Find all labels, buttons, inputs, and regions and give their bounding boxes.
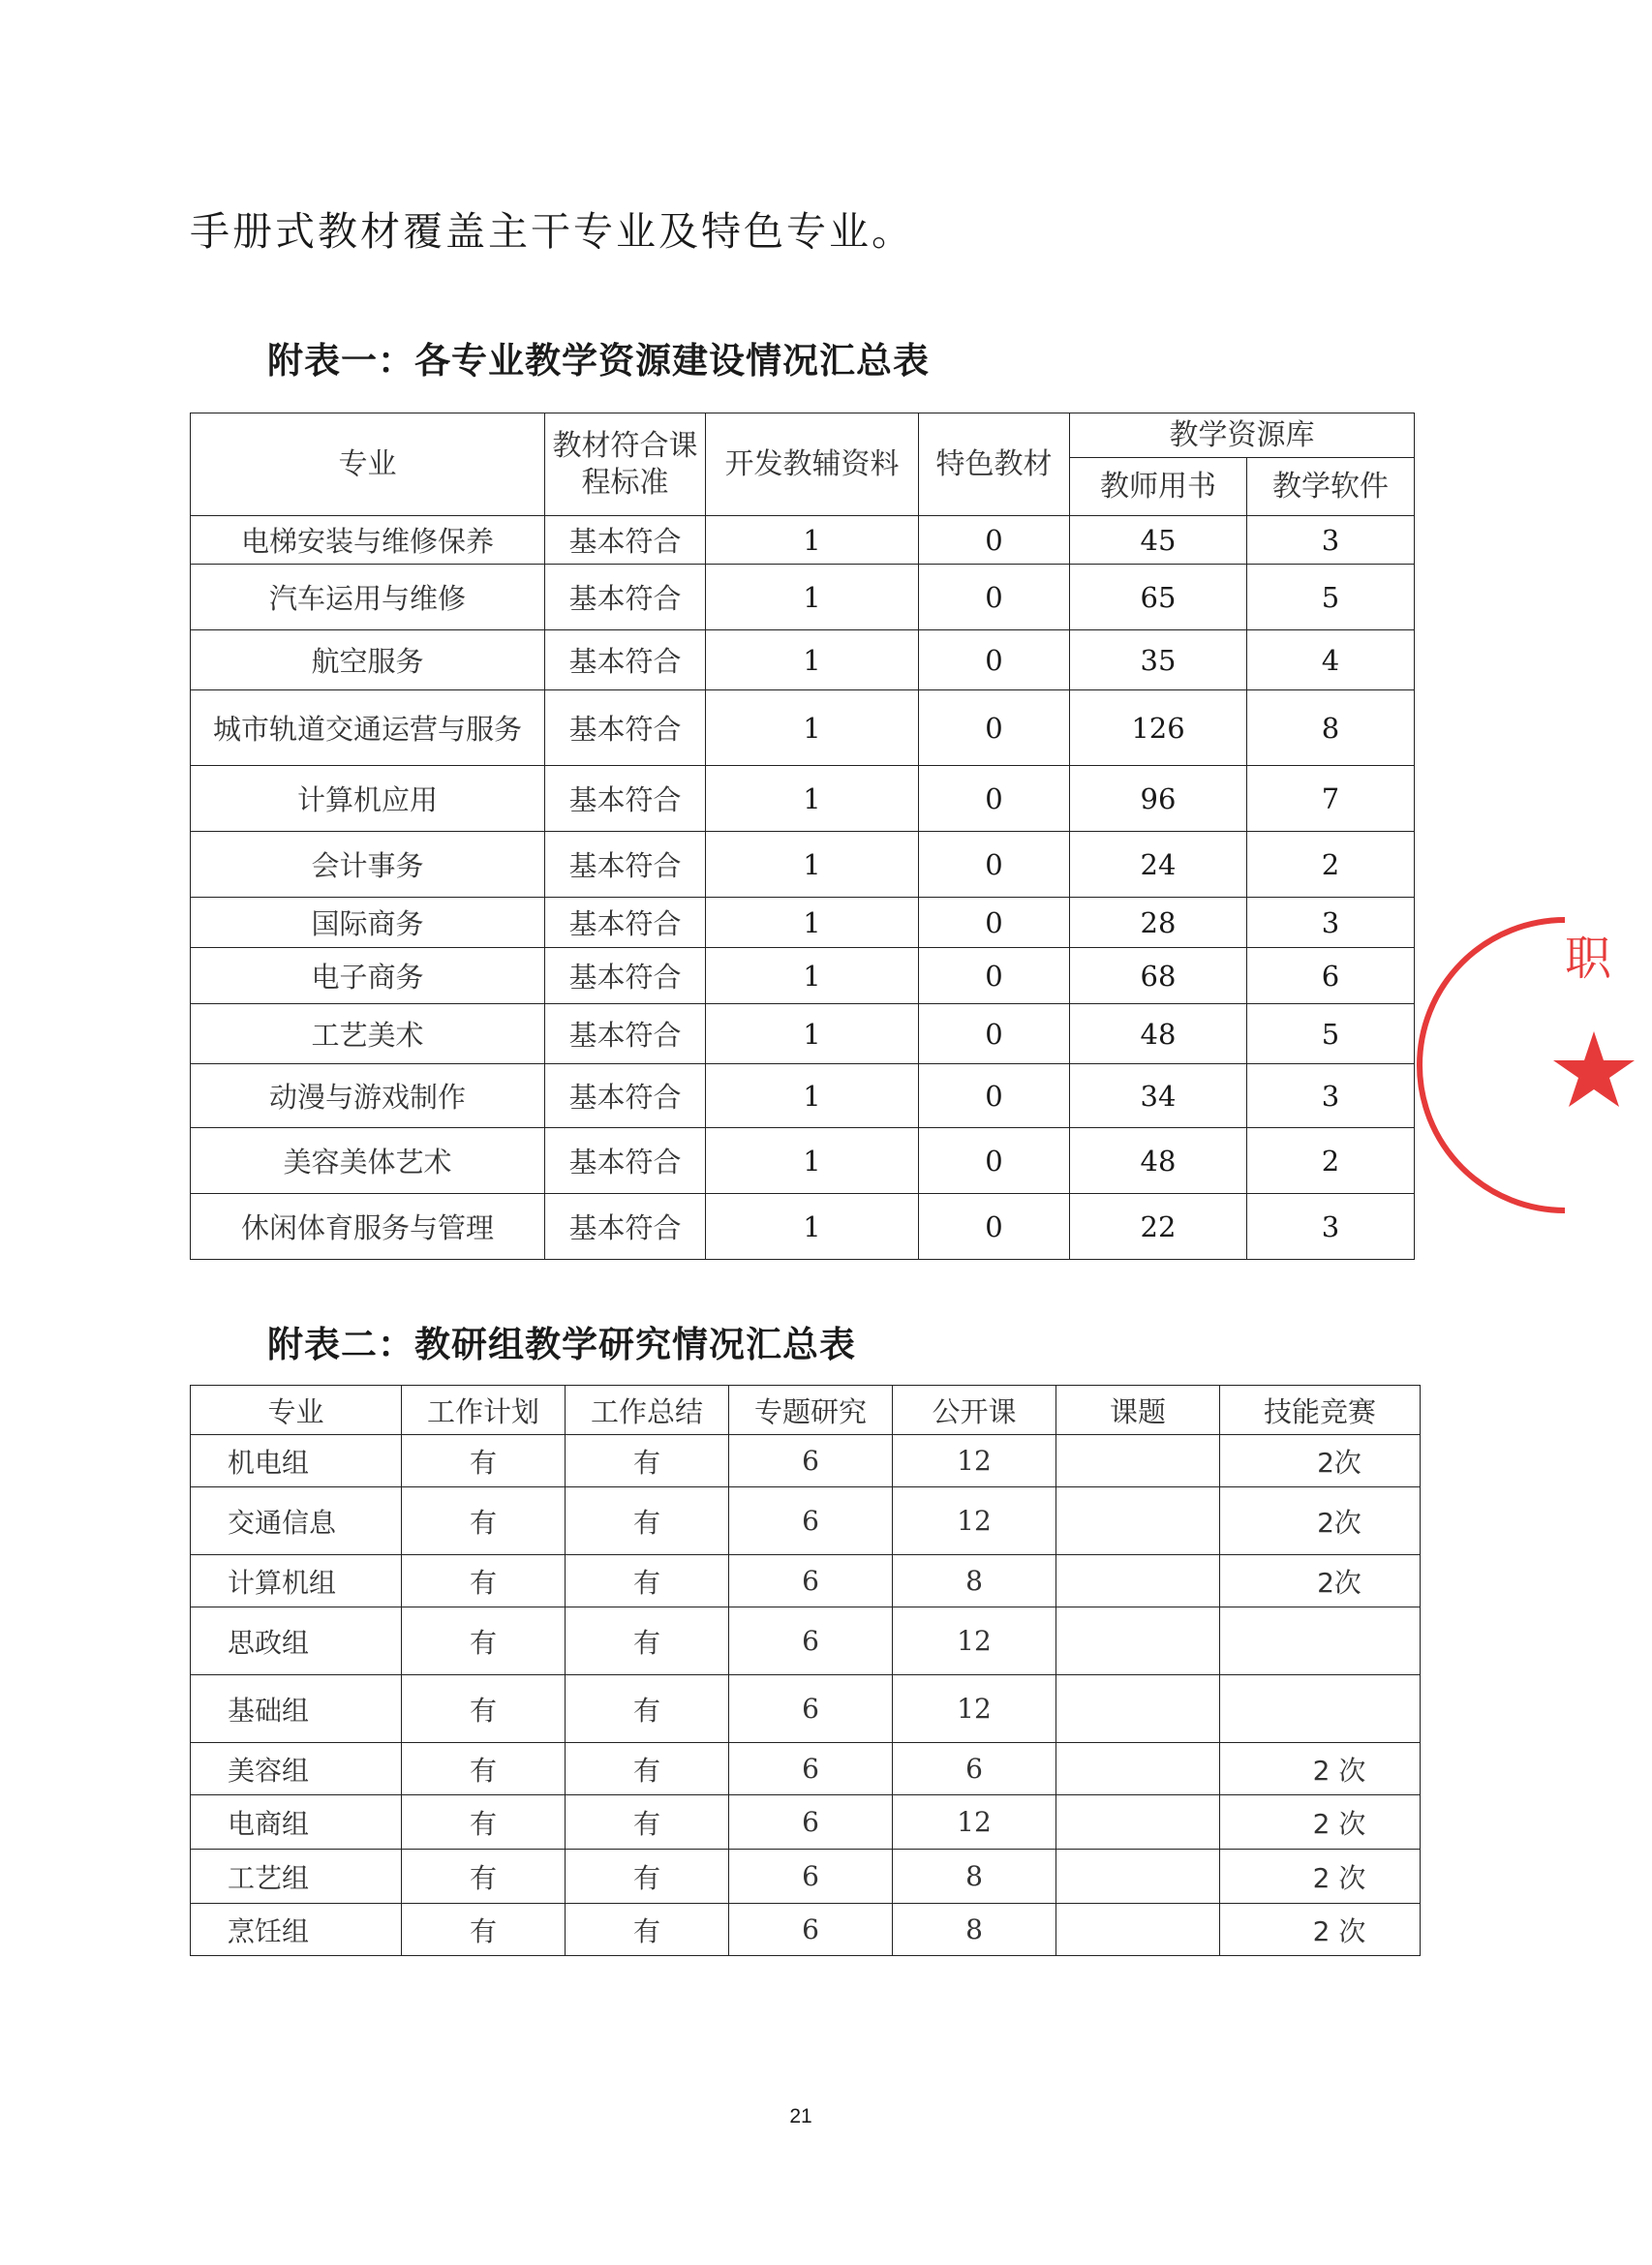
cell-teacher-books: 24	[1070, 832, 1247, 898]
header-standard	[545, 413, 706, 516]
cell-teacher-books: 35	[1070, 630, 1247, 690]
star-icon	[1553, 1031, 1635, 1107]
intro-paragraph: 手册式教材覆盖主干专业及特色专业。	[190, 208, 914, 255]
cell-software: 5	[1247, 565, 1415, 630]
cell-major: 电梯安装与维修保养	[191, 516, 545, 565]
cell-teacher-books: 28	[1070, 898, 1247, 948]
cell-software: 2	[1247, 832, 1415, 898]
cell-plan: 有	[402, 1487, 566, 1555]
cell-plan: 有	[402, 1555, 566, 1607]
cell-group: 工艺组	[191, 1850, 402, 1904]
cell-competition: 2 次	[1220, 1850, 1421, 1904]
cell-major: 休闲体育服务与管理	[191, 1194, 545, 1260]
cell-summary: 有	[566, 1904, 729, 1956]
cell-software: 5	[1247, 1004, 1415, 1064]
cell-research: 6	[729, 1607, 893, 1675]
cell-plan: 有	[402, 1904, 566, 1956]
cell-group: 美容组	[191, 1743, 402, 1795]
table-row	[191, 516, 1415, 565]
cell-open-class: 8	[893, 1904, 1056, 1956]
table2-caption: 附表二：教研组教学研究情况汇总表	[267, 1324, 856, 1365]
cell-open-class: 12	[893, 1487, 1056, 1555]
cell-teacher-books: 48	[1070, 1128, 1247, 1194]
resource-table	[190, 413, 1415, 1260]
table-row	[191, 1487, 1421, 1555]
cell-standard: 基本符合	[545, 690, 706, 766]
cell-research: 6	[729, 1487, 893, 1555]
cell-topic	[1056, 1675, 1220, 1743]
cell-standard: 基本符合	[545, 1064, 706, 1128]
cell-research: 6	[729, 1743, 893, 1795]
cell-materials: 1	[706, 1064, 919, 1128]
cell-group: 基础组	[191, 1675, 402, 1743]
cell-materials: 1	[706, 565, 919, 630]
stamp-ring	[1420, 920, 1565, 1210]
cell-materials: 1	[706, 690, 919, 766]
cell-software: 3	[1247, 1194, 1415, 1260]
table-row	[191, 1795, 1421, 1850]
cell-research: 6	[729, 1904, 893, 1956]
table-row	[191, 1675, 1421, 1743]
cell-research: 6	[729, 1435, 893, 1487]
cell-major: 计算机应用	[191, 766, 545, 832]
cell-plan: 有	[402, 1743, 566, 1795]
header-col-4: 公开课	[893, 1386, 1056, 1435]
cell-major: 动漫与游戏制作	[191, 1064, 545, 1128]
cell-featured: 0	[919, 832, 1070, 898]
cell-software: 3	[1247, 516, 1415, 565]
table-row	[191, 1555, 1421, 1607]
header-col-0: 专业	[191, 1386, 402, 1435]
cell-materials: 1	[706, 832, 919, 898]
header-standard-text: 教材符合课程标准	[552, 428, 698, 500]
cell-software: 6	[1247, 948, 1415, 1004]
cell-topic	[1056, 1904, 1220, 1956]
cell-featured: 0	[919, 630, 1070, 690]
cell-competition	[1220, 1607, 1421, 1675]
cell-featured: 0	[919, 1004, 1070, 1064]
cell-topic	[1056, 1435, 1220, 1487]
cell-plan: 有	[402, 1607, 566, 1675]
table-row	[191, 1128, 1415, 1194]
cell-competition	[1220, 1675, 1421, 1743]
table-row	[191, 1743, 1421, 1795]
cell-teacher-books: 34	[1070, 1064, 1247, 1128]
cell-research: 6	[729, 1795, 893, 1850]
table-row	[191, 898, 1415, 948]
cell-software: 2	[1247, 1128, 1415, 1194]
cell-standard: 基本符合	[545, 1128, 706, 1194]
cell-open-class: 8	[893, 1555, 1056, 1607]
research-table	[190, 1385, 1421, 1956]
cell-summary: 有	[566, 1555, 729, 1607]
cell-software: 3	[1247, 898, 1415, 948]
cell-featured: 0	[919, 1194, 1070, 1260]
cell-summary: 有	[566, 1435, 729, 1487]
header-software: 教学软件	[1247, 458, 1415, 516]
table-row	[191, 690, 1415, 766]
cell-materials: 1	[706, 630, 919, 690]
cell-standard: 基本符合	[545, 516, 706, 565]
table-row	[191, 1435, 1421, 1487]
cell-topic	[1056, 1795, 1220, 1850]
header-col-5: 课题	[1056, 1386, 1220, 1435]
cell-major: 国际商务	[191, 898, 545, 948]
cell-standard: 基本符合	[545, 898, 706, 948]
table-row	[191, 630, 1415, 690]
cell-standard: 基本符合	[545, 766, 706, 832]
cell-plan: 有	[402, 1850, 566, 1904]
cell-major: 美容美体艺术	[191, 1128, 545, 1194]
cell-software: 7	[1247, 766, 1415, 832]
cell-major: 工艺美术	[191, 1004, 545, 1064]
cell-open-class: 12	[893, 1435, 1056, 1487]
cell-software: 8	[1247, 690, 1415, 766]
cell-materials: 1	[706, 516, 919, 565]
cell-major: 会计事务	[191, 832, 545, 898]
cell-standard: 基本符合	[545, 630, 706, 690]
header-teacher-books: 教师用书	[1070, 458, 1247, 516]
cell-plan: 有	[402, 1795, 566, 1850]
cell-software: 3	[1247, 1064, 1415, 1128]
cell-competition: 2 次	[1220, 1795, 1421, 1850]
cell-group: 电商组	[191, 1795, 402, 1850]
cell-teacher-books: 65	[1070, 565, 1247, 630]
cell-major: 航空服务	[191, 630, 545, 690]
header-col-3: 专题研究	[729, 1386, 893, 1435]
cell-major: 电子商务	[191, 948, 545, 1004]
cell-topic	[1056, 1487, 1220, 1555]
cell-summary: 有	[566, 1743, 729, 1795]
cell-summary: 有	[566, 1607, 729, 1675]
cell-open-class: 12	[893, 1795, 1056, 1850]
header-col-6: 技能竞赛	[1220, 1386, 1421, 1435]
cell-summary: 有	[566, 1675, 729, 1743]
table-row	[191, 565, 1415, 630]
cell-open-class: 12	[893, 1675, 1056, 1743]
cell-standard: 基本符合	[545, 832, 706, 898]
cell-materials: 1	[706, 1194, 919, 1260]
table-row	[191, 832, 1415, 898]
cell-topic	[1056, 1850, 1220, 1904]
cell-group: 机电组	[191, 1435, 402, 1487]
cell-plan: 有	[402, 1435, 566, 1487]
header-library: 教学资源库	[1070, 413, 1415, 458]
table-row	[191, 1064, 1415, 1128]
table-row	[191, 1607, 1421, 1675]
header-col-1: 工作计划	[402, 1386, 566, 1435]
cell-topic	[1056, 1607, 1220, 1675]
cell-featured: 0	[919, 1064, 1070, 1128]
cell-featured: 0	[919, 690, 1070, 766]
cell-group: 交通信息	[191, 1487, 402, 1555]
cell-featured: 0	[919, 516, 1070, 565]
header-featured: 特色教材	[919, 413, 1070, 516]
cell-group: 思政组	[191, 1607, 402, 1675]
cell-group: 计算机组	[191, 1555, 402, 1607]
cell-open-class: 6	[893, 1743, 1056, 1795]
cell-software: 4	[1247, 630, 1415, 690]
table-row	[191, 1004, 1415, 1064]
cell-research: 6	[729, 1850, 893, 1904]
cell-research: 6	[729, 1675, 893, 1743]
table-row	[191, 948, 1415, 1004]
cell-summary: 有	[566, 1850, 729, 1904]
cell-open-class: 8	[893, 1850, 1056, 1904]
table-row	[191, 766, 1415, 832]
cell-materials: 1	[706, 1004, 919, 1064]
cell-open-class: 12	[893, 1607, 1056, 1675]
seal-stamp	[1536, 901, 1652, 1230]
cell-materials: 1	[706, 1128, 919, 1194]
cell-standard: 基本符合	[545, 948, 706, 1004]
table-row	[191, 1194, 1415, 1260]
cell-competition: 2次	[1220, 1487, 1421, 1555]
cell-teacher-books: 48	[1070, 1004, 1247, 1064]
cell-teacher-books: 126	[1070, 690, 1247, 766]
cell-standard: 基本符合	[545, 1004, 706, 1064]
cell-research: 6	[729, 1555, 893, 1607]
cell-featured: 0	[919, 766, 1070, 832]
cell-teacher-books: 96	[1070, 766, 1247, 832]
table-row	[191, 1904, 1421, 1956]
cell-materials: 1	[706, 948, 919, 1004]
header-major: 专业	[191, 413, 545, 516]
cell-materials: 1	[706, 898, 919, 948]
cell-materials: 1	[706, 766, 919, 832]
table-row	[191, 1850, 1421, 1904]
stamp-char: 职	[1565, 932, 1612, 986]
cell-standard: 基本符合	[545, 1194, 706, 1260]
cell-featured: 0	[919, 898, 1070, 948]
cell-major: 汽车运用与维修	[191, 565, 545, 630]
cell-topic	[1056, 1743, 1220, 1795]
cell-competition: 2次	[1220, 1555, 1421, 1607]
cell-major: 城市轨道交通运营与服务	[191, 690, 545, 766]
cell-group: 烹饪组	[191, 1904, 402, 1956]
header-materials: 开发教辅资料	[706, 413, 919, 516]
cell-topic	[1056, 1555, 1220, 1607]
cell-featured: 0	[919, 565, 1070, 630]
cell-teacher-books: 45	[1070, 516, 1247, 565]
cell-competition: 2 次	[1220, 1904, 1421, 1956]
cell-teacher-books: 68	[1070, 948, 1247, 1004]
cell-standard: 基本符合	[545, 565, 706, 630]
cell-featured: 0	[919, 1128, 1070, 1194]
cell-competition: 2 次	[1220, 1743, 1421, 1795]
header-col-2: 工作总结	[566, 1386, 729, 1435]
cell-teacher-books: 22	[1070, 1194, 1247, 1260]
cell-summary: 有	[566, 1795, 729, 1850]
page-number: 21	[789, 2105, 812, 2127]
cell-competition: 2次	[1220, 1435, 1421, 1487]
table1-caption: 附表一：各专业教学资源建设情况汇总表	[267, 340, 930, 382]
cell-summary: 有	[566, 1487, 729, 1555]
cell-featured: 0	[919, 948, 1070, 1004]
cell-plan: 有	[402, 1675, 566, 1743]
